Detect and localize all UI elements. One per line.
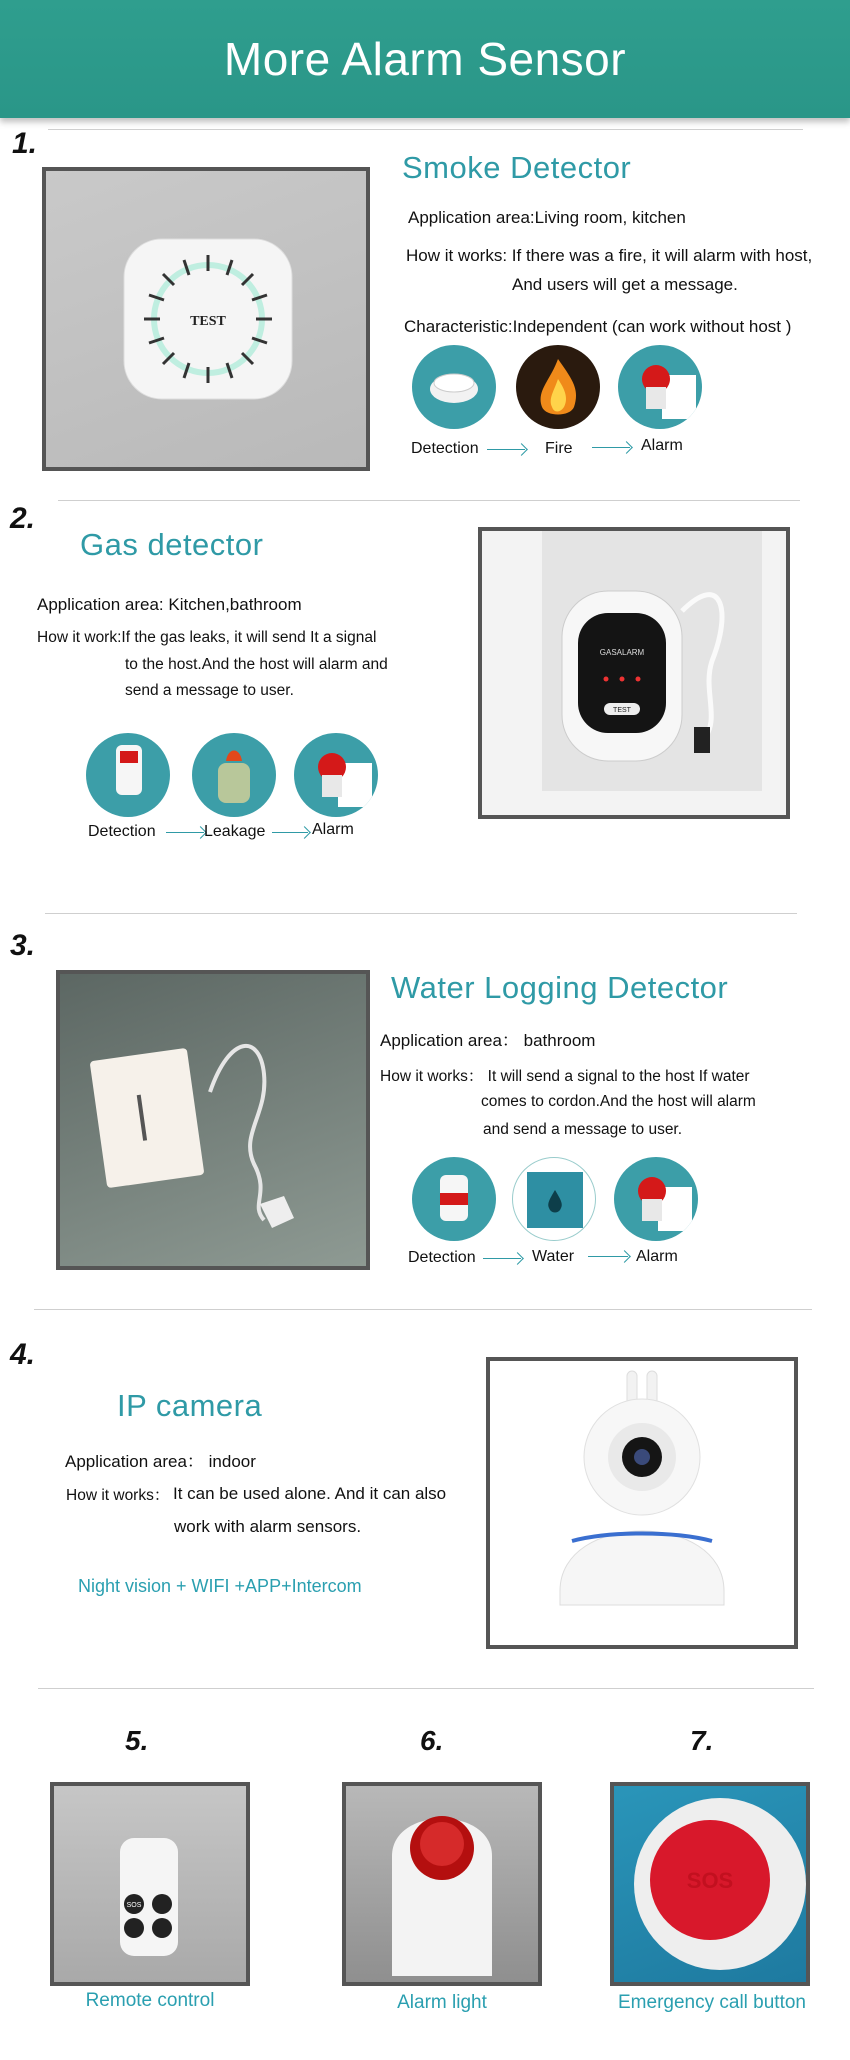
section-1-characteristic: Characteristic:Independent (can work without host )	[404, 317, 792, 336]
section-4-how-1: It can be used alone. And it can also	[173, 1484, 447, 1503]
emergency-button-photo	[610, 1782, 810, 1986]
gas-device-label: GASALARM	[599, 648, 645, 657]
section-2-title: Gas detector	[80, 527, 264, 562]
ip-camera-image	[490, 1361, 794, 1645]
flow-arrow	[272, 832, 308, 833]
section-3-how-1: How it works： It will send a signal to the host If water	[380, 1068, 750, 1085]
water-detector-image	[60, 974, 366, 1266]
flow-label-water: Water	[532, 1248, 575, 1265]
flow-label-alarm: Alarm	[312, 821, 354, 838]
section-2-area: Application area: Kitchen,bathroom	[37, 595, 302, 614]
flow-arrow	[487, 449, 525, 450]
flow-arrow	[592, 447, 630, 448]
flow-label-detection: Detection	[411, 440, 479, 457]
flow-arrow	[483, 1258, 521, 1259]
gas-leakage-icon	[192, 733, 276, 817]
section-2-how-2: to the host.And the host will alarm and	[125, 656, 388, 673]
alarm-siren-icon	[618, 345, 702, 429]
section-4-features: Night vision + WIFI +APP+Intercom	[78, 1576, 362, 1596]
smoke-detector-image	[46, 171, 366, 467]
section-4-divider	[34, 1309, 812, 1310]
ip-camera-photo	[486, 1357, 798, 1649]
flow-label-fire: Fire	[545, 440, 573, 457]
section-3-area: Application area： bathroom	[380, 1031, 596, 1050]
flow-label-detection: Detection	[88, 823, 156, 840]
flow-label-detection: Detection	[408, 1249, 476, 1266]
smoke-detection-icon	[412, 345, 496, 429]
remote-control-image	[54, 1786, 246, 1982]
alarm-light-image	[346, 1786, 538, 1982]
smoke-test-label: TEST	[190, 314, 226, 329]
section-1-how-2: And users will get a message.	[512, 275, 738, 294]
section-3-how-2: comes to cordon.And the host will alarm	[481, 1093, 756, 1110]
remote-control-label: Remote control	[85, 1990, 215, 2011]
section-2-divider	[58, 500, 800, 501]
section-4-number: 4.	[10, 1338, 36, 1371]
extra-5-number: 5.	[125, 1725, 149, 1756]
extra-7-number: 7.	[690, 1725, 714, 1756]
extras-divider	[38, 1688, 814, 1689]
gas-detector-photo	[478, 527, 790, 819]
flow-label-leakage: Leakage	[204, 823, 266, 840]
flow-arrow	[166, 832, 204, 833]
section-1-area: Application area:Living room, kitchen	[408, 208, 686, 227]
remote-control-photo	[50, 1782, 250, 1986]
section-3-how-3: and send a message to user.	[483, 1121, 683, 1138]
extra-6-number: 6.	[420, 1725, 444, 1756]
section-1-divider	[48, 129, 803, 130]
emergency-sos-label: SOS	[686, 1868, 734, 1893]
fire-icon	[516, 345, 600, 429]
section-3-number: 3.	[10, 929, 36, 962]
alarm-siren-icon	[614, 1157, 698, 1241]
gas-test-label: TEST	[613, 707, 631, 714]
page-title: More Alarm Sensor	[223, 33, 627, 85]
section-2-number: 2.	[10, 502, 36, 535]
section-2-how-3: send a message to user.	[125, 682, 294, 699]
flow-arrow	[588, 1256, 628, 1257]
emergency-button-image	[614, 1786, 806, 1982]
water-drop-icon	[512, 1157, 596, 1241]
water-detection-icon	[412, 1157, 496, 1241]
section-4-how-2: work with alarm sensors.	[174, 1517, 362, 1536]
section-4-title: IP camera	[117, 1388, 263, 1423]
section-3-title: Water Logging Detector	[391, 970, 729, 1005]
alarm-siren-icon	[294, 733, 378, 817]
emergency-button-label: Emergency call button	[618, 1992, 806, 2013]
remote-sos-label: SOS	[126, 1902, 142, 1909]
water-detector-photo	[56, 970, 370, 1270]
section-4-how-label: How it works：	[66, 1487, 170, 1504]
section-3-divider	[45, 913, 797, 914]
section-1-title: Smoke Detector	[402, 150, 632, 185]
section-2-how-1: How it work:If the gas leaks, it will send It a signal	[37, 629, 377, 646]
flow-label-alarm: Alarm	[636, 1248, 678, 1265]
smoke-detector-photo	[42, 167, 370, 471]
page-header	[0, 0, 850, 118]
alarm-light-photo	[342, 1782, 542, 1986]
gas-detection-icon	[86, 733, 170, 817]
flow-label-alarm: Alarm	[641, 437, 683, 454]
gas-detector-image	[482, 531, 786, 815]
section-1-how-1: How it works: If there was a fire, it will alarm with host,	[406, 246, 813, 265]
alarm-light-label: Alarm light	[397, 1992, 487, 2013]
section-1-number: 1.	[12, 127, 38, 160]
section-4-area: Application area： indoor	[65, 1452, 256, 1471]
